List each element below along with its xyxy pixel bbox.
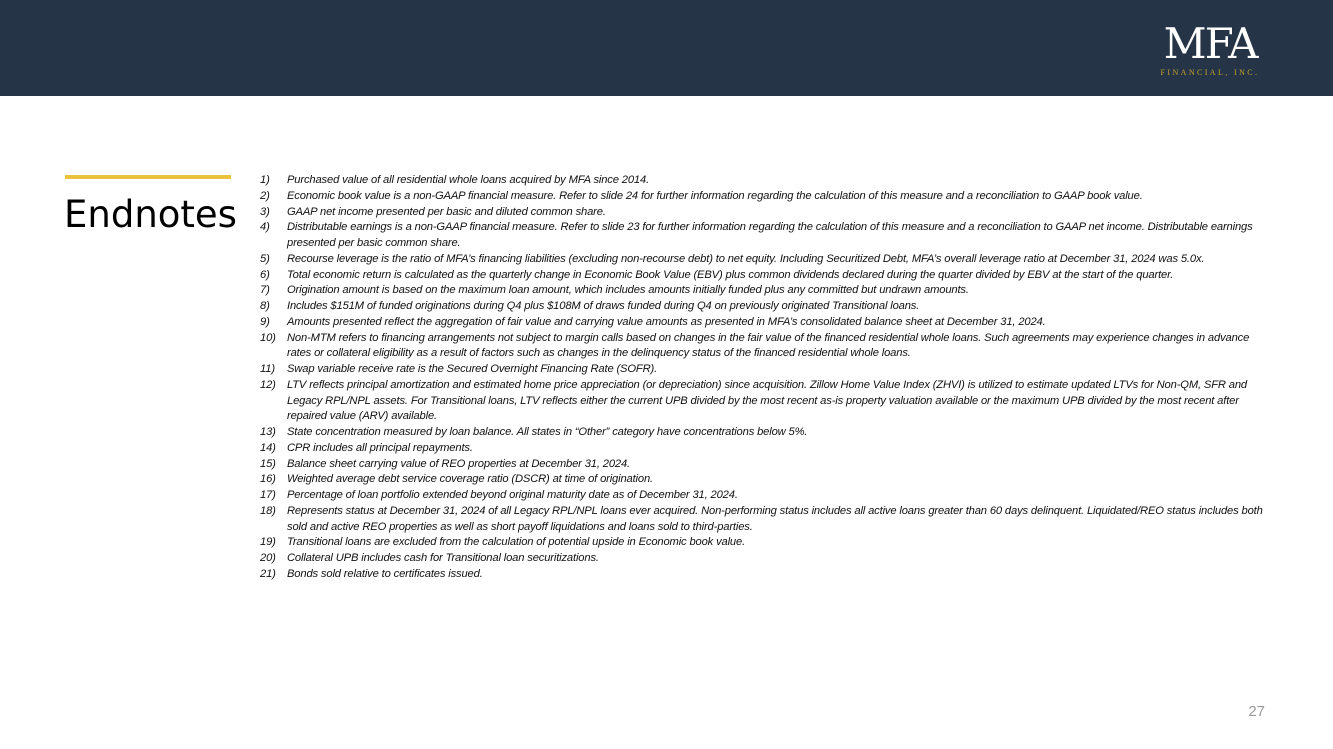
endnote-number: 12) [260,378,276,391]
endnote-item [260,535,1270,551]
endnote-text: Includes $151M of funded originations during Q4 plus $108M of draws funded during Q4 on previously originated Transitional loans. [287,300,920,312]
endnote-item [260,425,1270,441]
endnote-number: 7) [260,284,270,297]
endnote-text: Total economic return is calculated as the quarterly change in Economic Book Value (EBV) plus common dividends declared during the quarter divided by EBV at the start of the quarter. [287,268,1174,281]
header-bar [0,0,1333,96]
endnote-number: 10) [260,331,276,344]
endnote-number: 16) [260,473,276,486]
endnote-number: 5) [260,252,270,265]
endnote-text: GAAP net income presented per basic and diluted common share. [287,205,606,218]
endnote-text: Origination amount is based on the maximum loan amount, which includes amounts initially funded plus any committed but undrawn amounts. [287,284,969,297]
endnote-item [260,268,1270,284]
endnote-item [260,299,1270,315]
endnote-text: Bonds sold relative to certificates issued. [287,567,483,580]
logo-subtitle: FINANCIAL, INC. [1160,68,1260,77]
endnote-item [260,331,1270,363]
endnote-item [260,472,1270,488]
endnote-number: 11) [260,363,275,375]
endnote-text: Transitional loans are excluded from the calculation of potential upside in Economic book value. [287,536,746,549]
endnote-number: 20) [260,552,276,564]
endnote-text: Distributable earnings is a non-GAAP financial measure. Refer to slide 23 for further information regarding the calculation of this measure and a reconciliation to GAAP net income. Distributable earnings presented per basic common share. [287,221,1253,249]
endnote-number: 1) [260,174,270,186]
endnote-text: Economic book value is a non-GAAP financial measure. Refer to slide 24 for further information regarding the calculation of this measure and a reconciliation to GAAP book value. [287,189,1143,202]
endnote-number: 19) [260,536,276,549]
endnote-item [260,315,1270,331]
endnote-text: Weighted average debt service coverage ratio (DSCR) at time of origination. [287,473,653,486]
endnote-item [260,488,1270,504]
endnote-text: Balance sheet carrying value of REO properties at December 31, 2024. [287,457,631,470]
endnote-number: 3) [260,205,270,218]
endnote-number: 21) [260,567,276,580]
logo-mark: MFA [1163,19,1257,68]
endnote-text: Amounts presented reflect the aggregation of fair value and carrying value amounts as presented in MFA’s consolidated balance sheet at December 31, 2024. [287,315,1046,328]
endnotes-list [260,173,1270,583]
page-number: 27 [1248,703,1265,720]
endnote-item [260,205,1270,221]
endnote-item [260,441,1270,457]
endnote-text: State concentration measured by loan balance. All states in “Other” category have concentrations below 5%. [287,426,808,438]
endnote-item [260,220,1270,252]
endnote-item [260,567,1270,583]
endnote-number: 2) [260,189,270,202]
endnote-number: 8) [260,300,270,312]
endnote-number: 13) [260,426,276,438]
endnote-item [260,173,1270,189]
endnote-number: 4) [260,221,270,234]
endnote-item [260,283,1270,299]
endnote-number: 6) [260,268,270,281]
endnote-item [260,362,1270,378]
endnote-item [260,551,1270,567]
endnote-text: Non-MTM refers to financing arrangements not subject to margin calls based on changes in the fair value of the financed residential whole loans. Such agreements may experience changes in advance rates or collateral eligibility as a result of factors such as changes in the delinquency status of the financed residential whole loans. [287,331,1250,360]
endnote-number: 18) [260,504,276,517]
endnote-text: Collateral UPB includes cash for Transitional loan securitizations. [287,552,599,564]
endnote-text: Percentage of loan portfolio extended beyond original maturity date as of December 31, 2024. [287,489,738,501]
endnote-text: LTV reflects principal amortization and estimated home price appreciation (or depreciation) since acquisition. Zillow Home Value Index (ZHVI) is utilized to estimate updated LTVs for Non-QM, SFR and Legacy RPL/NPL assets. For Transitional loans, LTV reflects either the current UPB divided by the most recent as-is property valuation available or the maximum UPB divided by the most recent after repaired value (ARV) available. [287,378,1248,423]
endnote-item [260,252,1270,268]
endnote-item [260,378,1270,425]
endnote-text: CPR includes all principal repayments. [287,441,473,454]
endnote-text: Represents status at December 31, 2024 of all Legacy RPL/NPL loans ever acquired. Non-performing status includes all active loans greater than 60 days delinquent. Liquidated/REO status includes both sold and active REO properties as well as short payoff liquidations and loans sold to third-parties. [287,504,1263,533]
endnote-text: Recourse leverage is the ratio of MFA’s financing liabilities (excluding non-recourse debt) to net equity. Including Securitized Debt, MFA’s overall leverage ratio at December 31, 2024 was 5.0x. [287,252,1205,265]
endnote-number: 17) [260,489,276,501]
title-accent-bar [65,175,231,179]
endnote-item [260,189,1270,205]
company-logo [1155,19,1265,77]
endnote-number: 15) [260,457,276,470]
endnote-item [260,457,1270,473]
endnote-text: Purchased value of all residential whole loans acquired by MFA since 2014. [287,174,650,186]
page-title: Endnotes [64,193,237,236]
endnote-number: 14) [260,441,276,454]
endnote-number: 9) [260,315,270,328]
endnote-text: Swap variable receive rate is the Secured Overnight Financing Rate (SOFR). [287,363,658,375]
endnote-item [260,504,1270,536]
